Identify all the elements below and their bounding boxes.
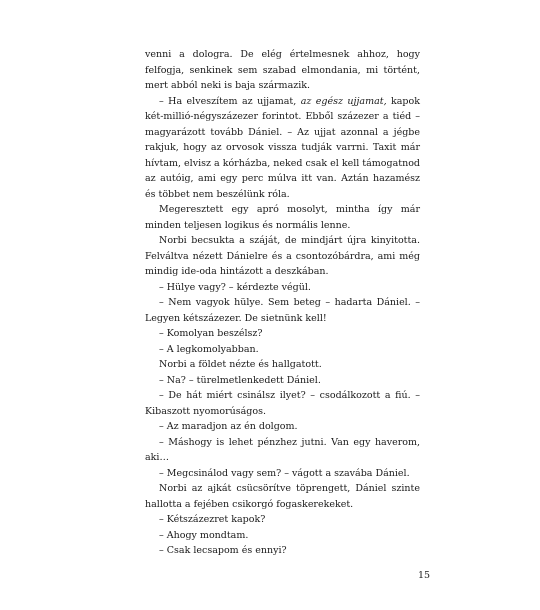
paragraph: Norbi a földet nézte és hallgatott. bbox=[159, 359, 322, 370]
paragraph-text: – Ha elveszítem az ujjamat, bbox=[159, 95, 301, 107]
paragraph: – Ahogy mondtam. bbox=[159, 529, 249, 541]
paragraph: – Nem vagyok hülye. Sem beteg – hadarta Dániel. – Legyen kétszázezer. De sietnünk kell! bbox=[145, 297, 420, 324]
page-number: 15 bbox=[418, 570, 431, 581]
paragraph: – Csak lecsapom és ennyi? bbox=[159, 545, 287, 556]
paragraph: – De hát miért csinálsz ilyet? – csodálkozott a fiú. – Kibaszott nyomorúságos. bbox=[145, 390, 420, 417]
paragraph: Norbi az ajkát csücsörítve töprengett, Dániel szinte hallotta a fejében csikorgó fogaskerekeket. bbox=[145, 483, 420, 510]
emphasized-text: az egész ujjamat, bbox=[300, 95, 387, 107]
paragraph: Megeresztett egy apró mosolyt, mintha így már minden teljesen logikus és normális lenne. bbox=[145, 204, 420, 231]
paragraph bbox=[145, 94, 420, 203]
paragraph: – Máshogy is lehet pénzhez jutni. Van egy haverom, aki… bbox=[145, 436, 420, 463]
paragraph-text: kapok két-millió-négyszázezer forintot. Ebből százezer a tiéd – magyarázott tovább Dániel. – Az ujjat azonnal a jégbe rakjuk, hogy az orvosok vissza tudják varrni. Taxit már hívtam, elvisz a kórházba, neked csak el kell támogatnod az autóig, ami egy perc múlva itt van. Aztán hazamész és többet nem beszélünk róla. bbox=[145, 95, 420, 200]
paragraph: – Megcsinálod vagy sem? – vágott a szavába Dániel. bbox=[159, 467, 410, 479]
paragraph: – Komolyan beszélsz? bbox=[159, 328, 263, 339]
paragraph: – Az maradjon az én dolgom. bbox=[159, 421, 298, 432]
paragraph: – Hülye vagy? – kérdezte végül. bbox=[159, 281, 311, 293]
body-text bbox=[145, 47, 420, 559]
paragraph: venni a dologra. De elég értelmesnek ahhoz, hogy felfogja, senkinek sem szabad elmondania, mi történt, mert abból neki is baja származik. bbox=[145, 49, 420, 91]
paragraph: – A legkomolyabban. bbox=[159, 343, 259, 355]
paragraph: – Na? – türelmetlenkedett Dániel. bbox=[159, 374, 321, 386]
paragraph: – Kétszázezret kapok? bbox=[159, 514, 266, 525]
paragraph: Norbi becsukta a száját, de mindjárt újra kinyitotta. Felváltva nézett Dánielre és a csontozóbárdra, ami még mindig ide-oda hintázott a deszkában. bbox=[145, 235, 420, 277]
